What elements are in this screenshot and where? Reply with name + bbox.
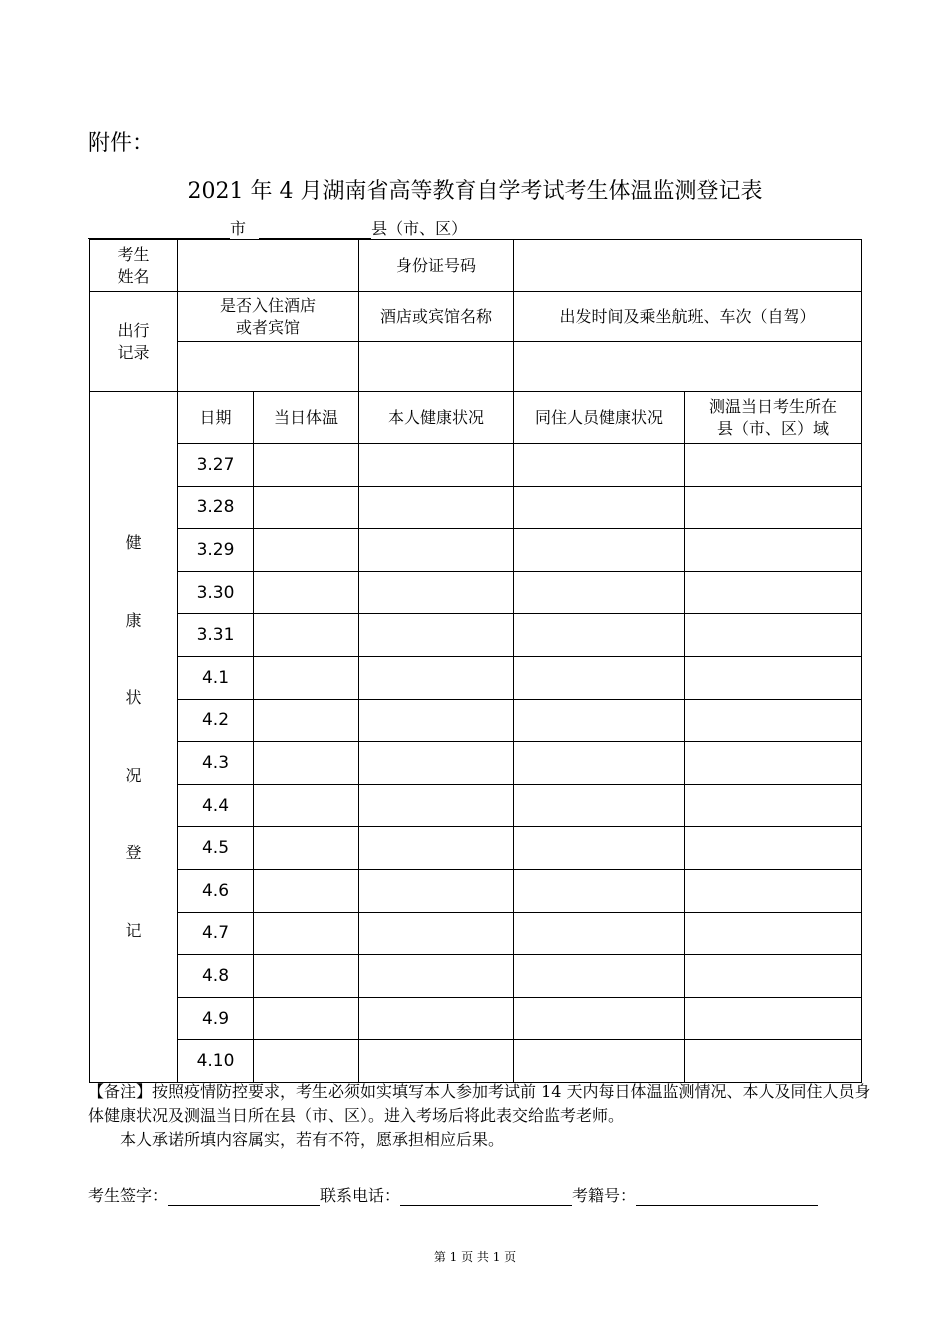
col-header-date: 日期 — [178, 392, 254, 444]
own-health-cell[interactable] — [359, 614, 514, 657]
region-line — [88, 216, 467, 239]
hotel-name-header: 酒店或宾馆名称 — [359, 292, 514, 342]
health-registration-label — [90, 392, 178, 1083]
temperature-cell[interactable] — [254, 444, 359, 487]
date-cell: 4.10 — [178, 1040, 254, 1083]
date-row — [90, 912, 862, 955]
col-header-own-health: 本人健康状况 — [359, 392, 514, 444]
date-row — [90, 444, 862, 487]
own-health-cell[interactable] — [359, 784, 514, 827]
temperature-cell[interactable] — [254, 912, 359, 955]
location-cell[interactable] — [685, 486, 862, 529]
own-health-cell[interactable] — [359, 656, 514, 699]
date-cell: 3.29 — [178, 529, 254, 572]
temperature-cell[interactable] — [254, 955, 359, 998]
county-blank[interactable] — [259, 220, 371, 239]
departure-header: 出发时间及乘坐航班、车次（自驾） — [514, 292, 862, 342]
location-cell[interactable] — [685, 869, 862, 912]
date-row — [90, 827, 862, 870]
temperature-cell[interactable] — [254, 742, 359, 785]
location-cell[interactable] — [685, 656, 862, 699]
temperature-cell[interactable] — [254, 827, 359, 870]
own-health-cell[interactable] — [359, 955, 514, 998]
cohabitant-health-cell[interactable] — [514, 869, 685, 912]
registration-table — [89, 239, 862, 1083]
departure-field[interactable] — [514, 342, 862, 392]
cohabitant-health-cell[interactable] — [514, 997, 685, 1040]
date-cell: 3.30 — [178, 571, 254, 614]
location-cell[interactable] — [685, 912, 862, 955]
page-footer: 第 1 页 共 1 页 — [433, 1250, 517, 1264]
temperature-cell[interactable] — [254, 486, 359, 529]
pledge-text: 本人承诺所填内容属实，若有不符，愿承担相应后果。 — [120, 1130, 505, 1149]
own-health-cell[interactable] — [359, 742, 514, 785]
health-label-char: 登 — [125, 843, 142, 863]
date-cell: 4.7 — [178, 912, 254, 955]
location-cell[interactable] — [685, 827, 862, 870]
location-cell[interactable] — [685, 784, 862, 827]
cohabitant-health-cell[interactable] — [514, 571, 685, 614]
cohabitant-health-cell[interactable] — [514, 529, 685, 572]
location-cell[interactable] — [685, 444, 862, 487]
date-row — [90, 869, 862, 912]
date-row — [90, 486, 862, 529]
cohabitant-health-cell[interactable] — [514, 699, 685, 742]
cohabitant-health-cell[interactable] — [514, 656, 685, 699]
own-health-cell[interactable] — [359, 444, 514, 487]
date-row — [90, 614, 862, 657]
health-label-char: 状 — [125, 688, 142, 708]
temperature-cell[interactable] — [254, 784, 359, 827]
date-cell: 4.8 — [178, 955, 254, 998]
cohabitant-health-cell[interactable] — [514, 614, 685, 657]
temperature-cell[interactable] — [254, 699, 359, 742]
hotel-question-header: 是否入住酒店 或者宾馆 — [178, 292, 359, 342]
id-label: 身份证号码 — [359, 240, 514, 292]
remark-text: 【备注】按照疫情防控要求，考生必须如实填写本人参加考试前 14 天内每日体温监测情况、本人及同住人员身体健康状况及测温当日所在县（市、区）。进入考场后将此表交给监考老师。 — [88, 1082, 871, 1125]
cohabitant-health-cell[interactable] — [514, 1040, 685, 1083]
date-cell: 3.28 — [178, 486, 254, 529]
date-row — [90, 656, 862, 699]
temperature-cell[interactable] — [254, 1040, 359, 1083]
date-cell: 4.6 — [178, 869, 254, 912]
city-blank[interactable] — [88, 220, 230, 239]
cohabitant-health-cell[interactable] — [514, 784, 685, 827]
date-row — [90, 997, 862, 1040]
cohabitant-health-cell[interactable] — [514, 955, 685, 998]
date-cell: 4.4 — [178, 784, 254, 827]
cohabitant-health-cell[interactable] — [514, 444, 685, 487]
attachment-label: 附件： — [88, 131, 155, 156]
date-cell: 4.9 — [178, 997, 254, 1040]
date-row — [90, 955, 862, 998]
date-row — [90, 699, 862, 742]
own-health-cell[interactable] — [359, 571, 514, 614]
location-cell[interactable] — [685, 742, 862, 785]
remark-block — [88, 1080, 878, 1152]
own-health-cell[interactable] — [359, 912, 514, 955]
date-cell: 4.5 — [178, 827, 254, 870]
location-cell[interactable] — [685, 997, 862, 1040]
signature-line — [88, 1183, 818, 1206]
location-cell[interactable] — [685, 571, 862, 614]
date-row — [90, 529, 862, 572]
signature-label: 考生签字： — [88, 1186, 169, 1205]
own-health-cell[interactable] — [359, 869, 514, 912]
hotel-question-field[interactable] — [178, 342, 359, 392]
temperature-cell[interactable] — [254, 869, 359, 912]
cohabitant-health-cell[interactable] — [514, 742, 685, 785]
col-header-location: 测温当日考生所在 县（市、区）域 — [685, 392, 862, 444]
phone-field[interactable] — [400, 1185, 572, 1206]
city-label: 市 — [230, 219, 247, 238]
temperature-cell[interactable] — [254, 656, 359, 699]
date-cell: 3.27 — [178, 444, 254, 487]
reg-no-field[interactable] — [636, 1185, 818, 1206]
date-row — [90, 1040, 862, 1083]
id-field[interactable] — [514, 240, 862, 292]
temperature-cell[interactable] — [254, 997, 359, 1040]
own-health-cell[interactable] — [359, 699, 514, 742]
col-header-temperature: 当日体温 — [254, 392, 359, 444]
location-cell[interactable] — [685, 529, 862, 572]
temperature-cell[interactable] — [254, 529, 359, 572]
signature-field[interactable] — [168, 1185, 320, 1206]
health-label-char: 记 — [125, 920, 142, 940]
county-label: 县（市、区） — [371, 219, 468, 238]
own-health-cell[interactable] — [359, 1040, 514, 1083]
date-row — [90, 742, 862, 785]
health-label-char: 健 — [125, 532, 142, 552]
location-cell[interactable] — [685, 1040, 862, 1083]
health-label-char: 康 — [125, 610, 142, 630]
cohabitant-health-cell[interactable] — [514, 486, 685, 529]
date-row — [90, 784, 862, 827]
location-cell[interactable] — [685, 614, 862, 657]
temperature-cell[interactable] — [254, 614, 359, 657]
page-title: 2021 年 4 月湖南省高等教育自学考试考生体温监测登记表 — [187, 179, 763, 204]
date-cell: 4.3 — [178, 742, 254, 785]
travel-label: 出行 记录 — [90, 292, 178, 392]
own-health-cell[interactable] — [359, 529, 514, 572]
location-cell[interactable] — [685, 955, 862, 998]
temperature-cell[interactable] — [254, 571, 359, 614]
health-label-char: 况 — [125, 765, 142, 785]
name-field[interactable] — [178, 240, 359, 292]
own-health-cell[interactable] — [359, 827, 514, 870]
date-cell: 3.31 — [178, 614, 254, 657]
own-health-cell[interactable] — [359, 486, 514, 529]
cohabitant-health-cell[interactable] — [514, 912, 685, 955]
reg-no-label: 考籍号： — [572, 1186, 637, 1205]
hotel-name-field[interactable] — [359, 342, 514, 392]
date-cell: 4.2 — [178, 699, 254, 742]
cohabitant-health-cell[interactable] — [514, 827, 685, 870]
date-cell: 4.1 — [178, 656, 254, 699]
name-label: 考生 姓名 — [90, 240, 178, 292]
phone-label: 联系电话： — [320, 1186, 401, 1205]
location-cell[interactable] — [685, 699, 862, 742]
col-header-cohabitant-health: 同住人员健康状况 — [514, 392, 685, 444]
date-row — [90, 571, 862, 614]
own-health-cell[interactable] — [359, 997, 514, 1040]
